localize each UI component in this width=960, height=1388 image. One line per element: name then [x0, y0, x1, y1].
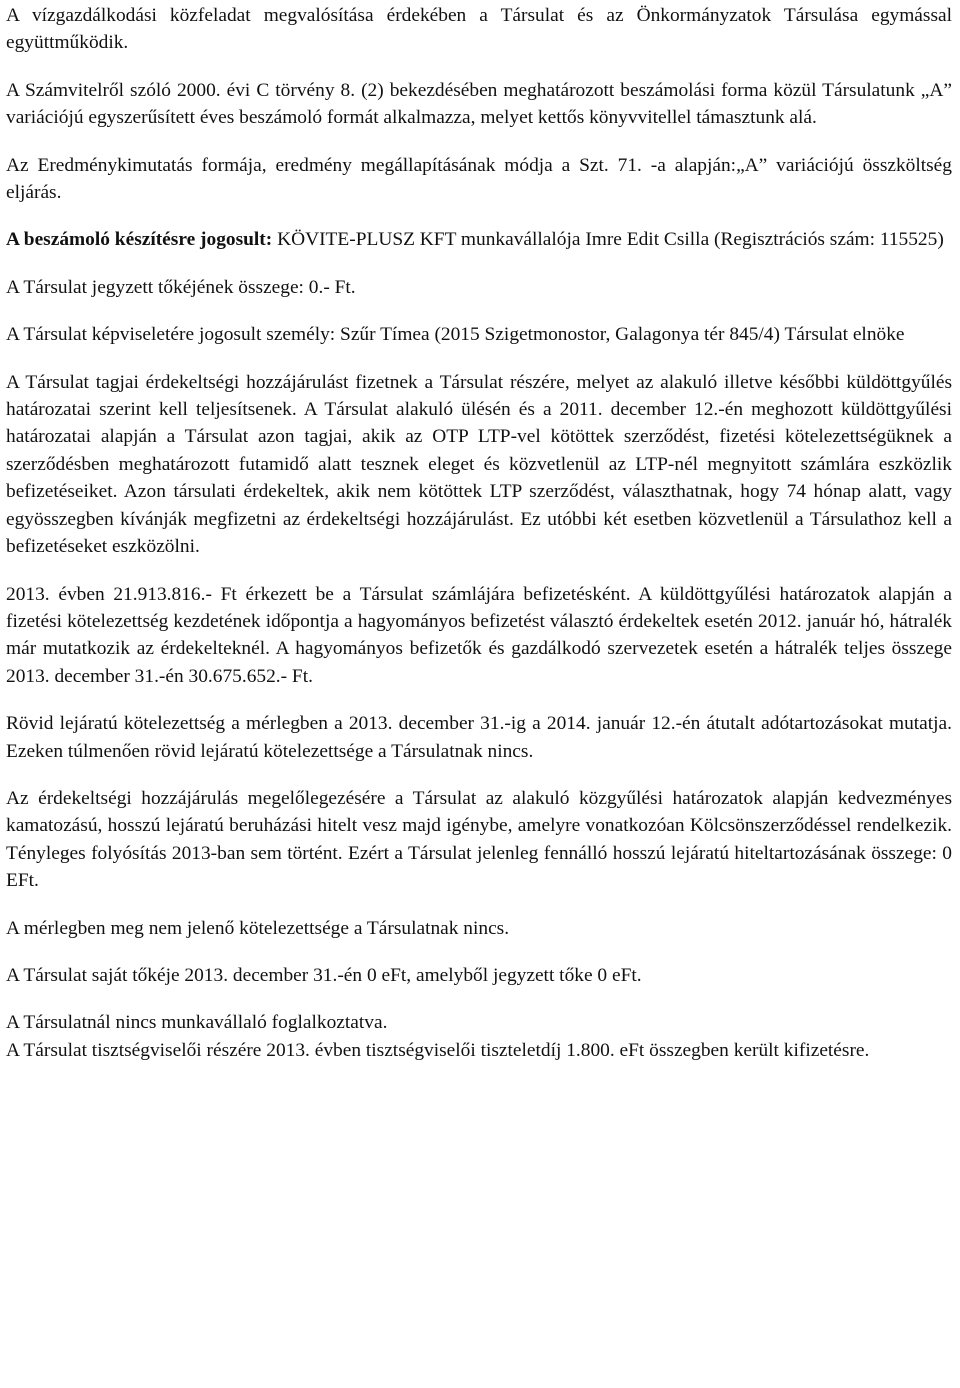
- paragraph-officer-fees: A Társulat tisztségviselői részére 2013. évben tisztségviselői tiszteletdíj 1.800. eFt összegben került kifizetésre.: [6, 1039, 870, 1061]
- paragraph-cooperation: A vízgazdálkodási közfeladat megvalósítása érdekében a Társulat és az Önkormányzatok Társulása egymással együttműködik.: [6, 5, 952, 54]
- paragraph-long-term-loan: Az érdekeltségi hozzájárulás megelőlegezésére a Társulat az alakuló közgyűlési határozatok alapján kedvezményes kamatozású, hosszú lejáratú beruházási hitelt vesz majd igénybe, amelyre vonatkozóan Kölcsönszerződéssel rendelkezik. Tényleges folyósítás 2013-ban sem történt. Ezért a Társulat jelenleg fennálló hosszú lejáratú hiteltartozásának összege: 0 EFt.: [6, 787, 952, 892]
- report-preparer-value: KÖVITE-PLUSZ KFT munkavállalója Imre Edit Csilla (Regisztrációs szám: 115525): [272, 229, 944, 251]
- paragraph-employees: A Társulatnál nincs munkavállaló foglalkoztatva.: [6, 1012, 388, 1034]
- paragraph-representative: A Társulat képviseletére jogosult személy: Szűr Tímea (2015 Szigetmonostor, Galagonya tér 845/4) Társulat elnöke: [6, 324, 905, 346]
- paragraph-2013-payments: 2013. évben 21.913.816.- Ft érkezett be a Társulat számlájára befizetésként. A küldöttgyűlési határozatok alapján a fizetési kötelezettség kezdetének időpontja a hagyományos befizetést választó érdekeltek esetén 2012. január hó, hátralék már mutatkozik az érdekelteknél. A hagyományos befizetők és gazdálkodó szervezetek esetén a hátralék teljes összege 2013. december 31.-én 30.675.652.- Ft.: [6, 583, 952, 687]
- paragraph-report-preparer: [6, 226, 952, 253]
- paragraph-equity: A Társulat saját tőkéje 2013. december 31.-én 0 eFt, amelyből jegyzett tőke 0 eFt.: [6, 964, 642, 986]
- paragraph-accounting-law: A Számvitelről szóló 2000. évi C törvény 8. (2) bekezdésében meghatározott beszámolási forma közül Társulatunk „A” variációjú egyszerűsített éves beszámoló formát alkalmazza, melyet kettős könyvvitellel támasztunk alá.: [6, 79, 952, 129]
- paragraph-registered-capital: A Társulat jegyzett tőkéjének összege: 0.- Ft.: [6, 276, 356, 298]
- report-preparer-label: A beszámoló készítésre jogosult:: [6, 229, 273, 251]
- paragraph-member-contributions: A Társulat tagjai érdekeltségi hozzájárulást fizetnek a Társulat részére, melyet az alakuló illetve későbbi küldöttgyűlés határozatai szerint kell teljesítsenek. A Társulat alakuló ülésén és a 2011. december 12.-én meghozott küldöttgyűlési határozatai alapján a Társulat azon tagjai, akik az OTP LTP-vel kötöttek szerződést, fizetési kötelezettségüknek a szerződésben meghatározott futamidő alatt tesznek eleget és közvetlenül az LTP-nél megnyitott számlára eszközlik befizetéseiket. Azon társulati érdekeltek, akik nem kötöttek LTP szerződést, választhatnak, hogy 74 hónap alatt, vagy egyösszegben kívánják megfizetni az érdekeltségi hozzájárulást. Ez utóbbi két esetben közvetlenül a Társulathoz kell a befizetéseket eszközölni.: [6, 371, 952, 558]
- paragraph-off-balance-liabilities: A mérlegben meg nem jelenő kötelezettsége a Társulatnak nincs.: [6, 917, 510, 939]
- paragraph-income-statement-method: Az Eredménykimutatás formája, eredmény megállapításának módja a Szt. 71. -a alapján:„A” variációjú összköltség eljárás.: [6, 154, 952, 204]
- paragraph-short-term-liabilities: Rövid lejáratú kötelezettség a mérlegben a 2013. december 31.-ig a 2014. január 12.-én átutalt adótartozásokat mutatja. Ezeken túlmenően rövid lejáratú kötelezettsége a Társulatnak nincs.: [6, 713, 952, 762]
